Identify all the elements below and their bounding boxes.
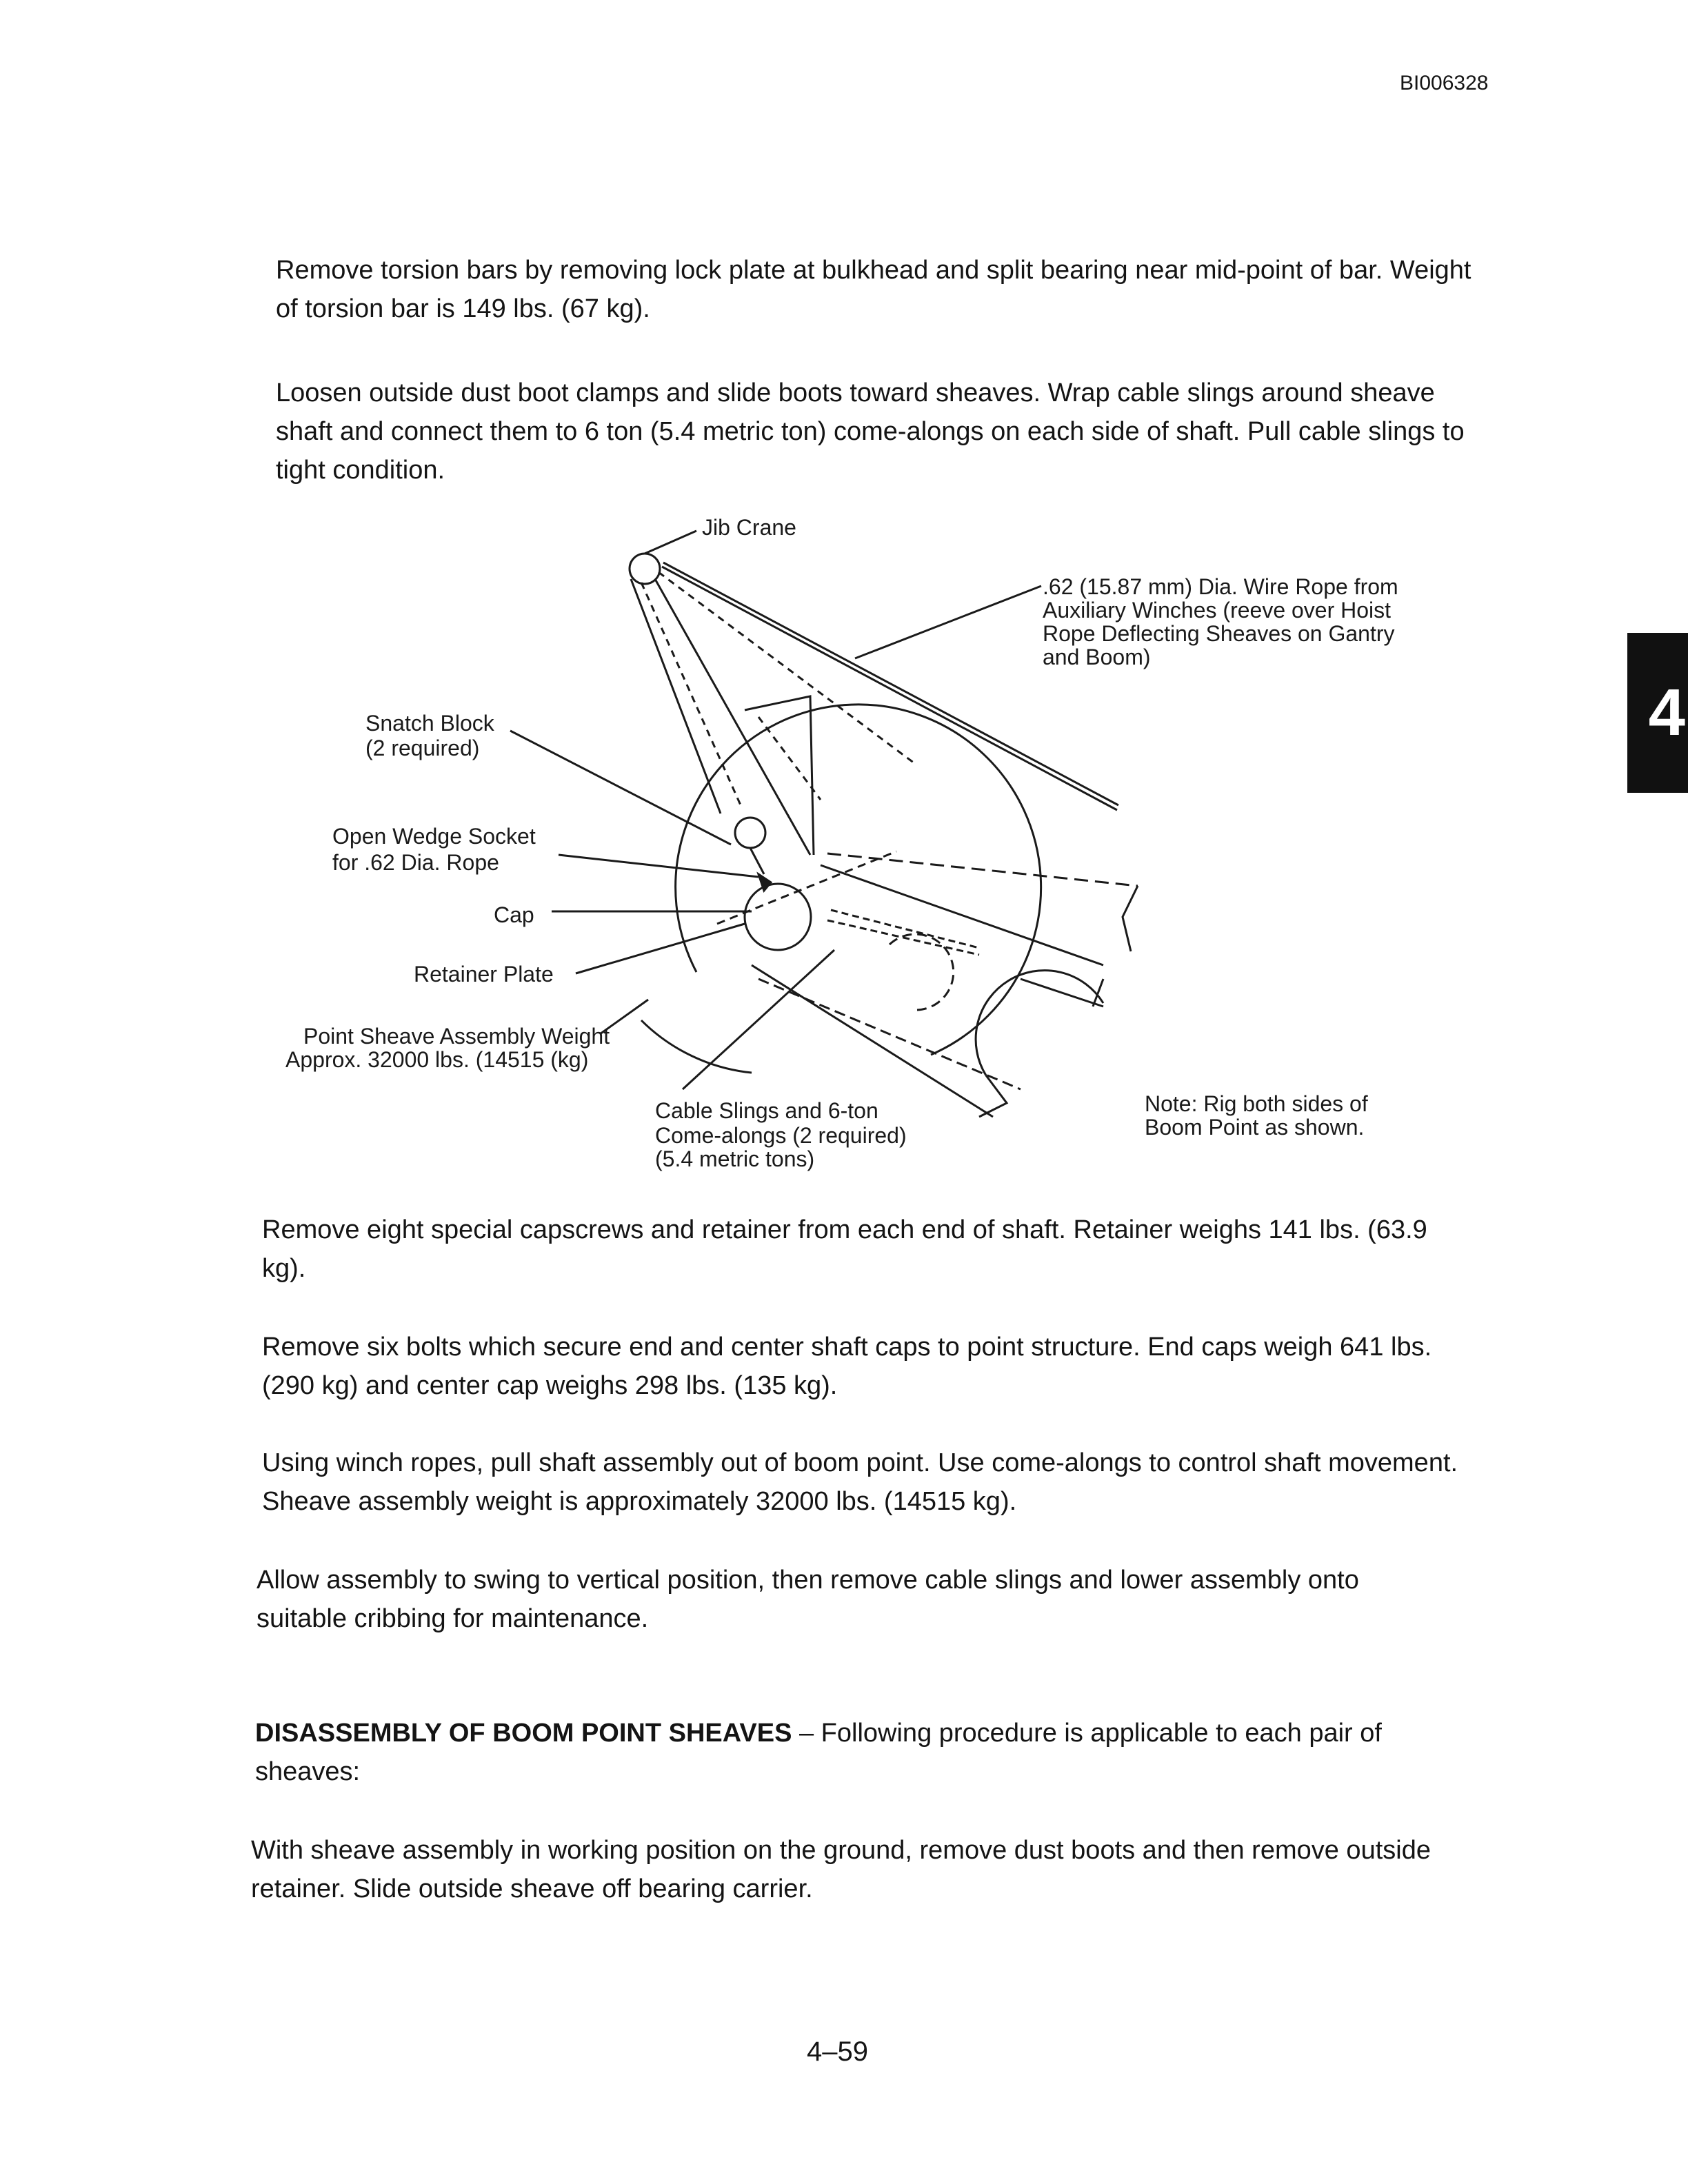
label-wire-rope: .62 (15.87 mm) Dia. Wire Rope from Auxiliary Winches (reeve over Hoist Rope Deflecting Sheaves on Gantry and Boom): [1043, 574, 1398, 669]
paragraph-retainer: Remove eight special capscrews and retainer from each end of shaft. Retainer weighs 141 lbs. (63.9 kg).: [262, 1215, 1427, 1283]
chapter-tab: [1627, 633, 1688, 793]
snatch-block: [735, 818, 765, 848]
cap: [745, 884, 811, 950]
label-point-sheave-assembly: Point Sheave Assembly Weight Approx. 32000 lbs. (14515 (kg): [285, 1024, 610, 1072]
page-number: 4–59: [807, 2036, 868, 2067]
paragraph-shaft-caps: Remove six bolts which secure end and center shaft caps to point structure. End caps weigh 641 lbs. (290 kg) and center cap weighs 298 lbs. (135 kg).: [262, 1333, 1432, 1400]
section-intro: – Following procedure is applicable to each pair of sheaves:: [255, 1719, 1382, 1786]
label-jib-crane: Jib Crane: [702, 515, 796, 540]
chapter-tab-label: 4: [1648, 676, 1685, 749]
paragraph-lower-assembly: Allow assembly to swing to vertical position, then remove cable slings and lower assembly onto suitable cribbing for maintenance.: [257, 1566, 1359, 1633]
paragraph-torsion-bars: Remove torsion bars by removing lock plate at bulkhead and split bearing near mid-point of bar. Weight of torsion bar is 149 lbs. (67 kg).: [276, 256, 1471, 323]
document-id: BI006328: [1400, 72, 1489, 94]
label-snatch-block: Snatch Block (2 required): [365, 711, 494, 760]
label-cable-slings: Cable Slings and 6-ton Come-alongs (2 required) (5.4 metric tons): [655, 1098, 907, 1171]
section-heading: DISASSEMBLY OF BOOM POINT SHEAVES: [255, 1719, 792, 1748]
label-open-wedge-socket: Open Wedge Socket for .62 Dia. Rope: [332, 824, 536, 875]
label-retainer-plate: Retainer Plate: [414, 962, 554, 987]
paragraph-winch-ropes: Using winch ropes, pull shaft assembly out of boom point. Use come-alongs to control shaft movement. Sheave assembly weight is approximately 32000 lbs. (14515 kg).: [262, 1448, 1458, 1516]
label-note: Note: Rig both sides of Boom Point as shown.: [1145, 1091, 1368, 1140]
section-disassembly: [255, 1714, 1455, 1791]
label-cap: Cap: [494, 902, 534, 927]
paragraph-remove-sheave: With sheave assembly in working position on the ground, remove dust boots and then remove outside retainer. Slide outside sheave off bearing carrier.: [251, 1836, 1431, 1903]
paragraph-dust-boots: Loosen outside dust boot clamps and slide boots toward sheaves. Wrap cable slings around sheave shaft and connect them to 6 ton (5.4 metric ton) come-alongs on each side of shaft. Pull cable slings to tight condition.: [276, 378, 1465, 485]
